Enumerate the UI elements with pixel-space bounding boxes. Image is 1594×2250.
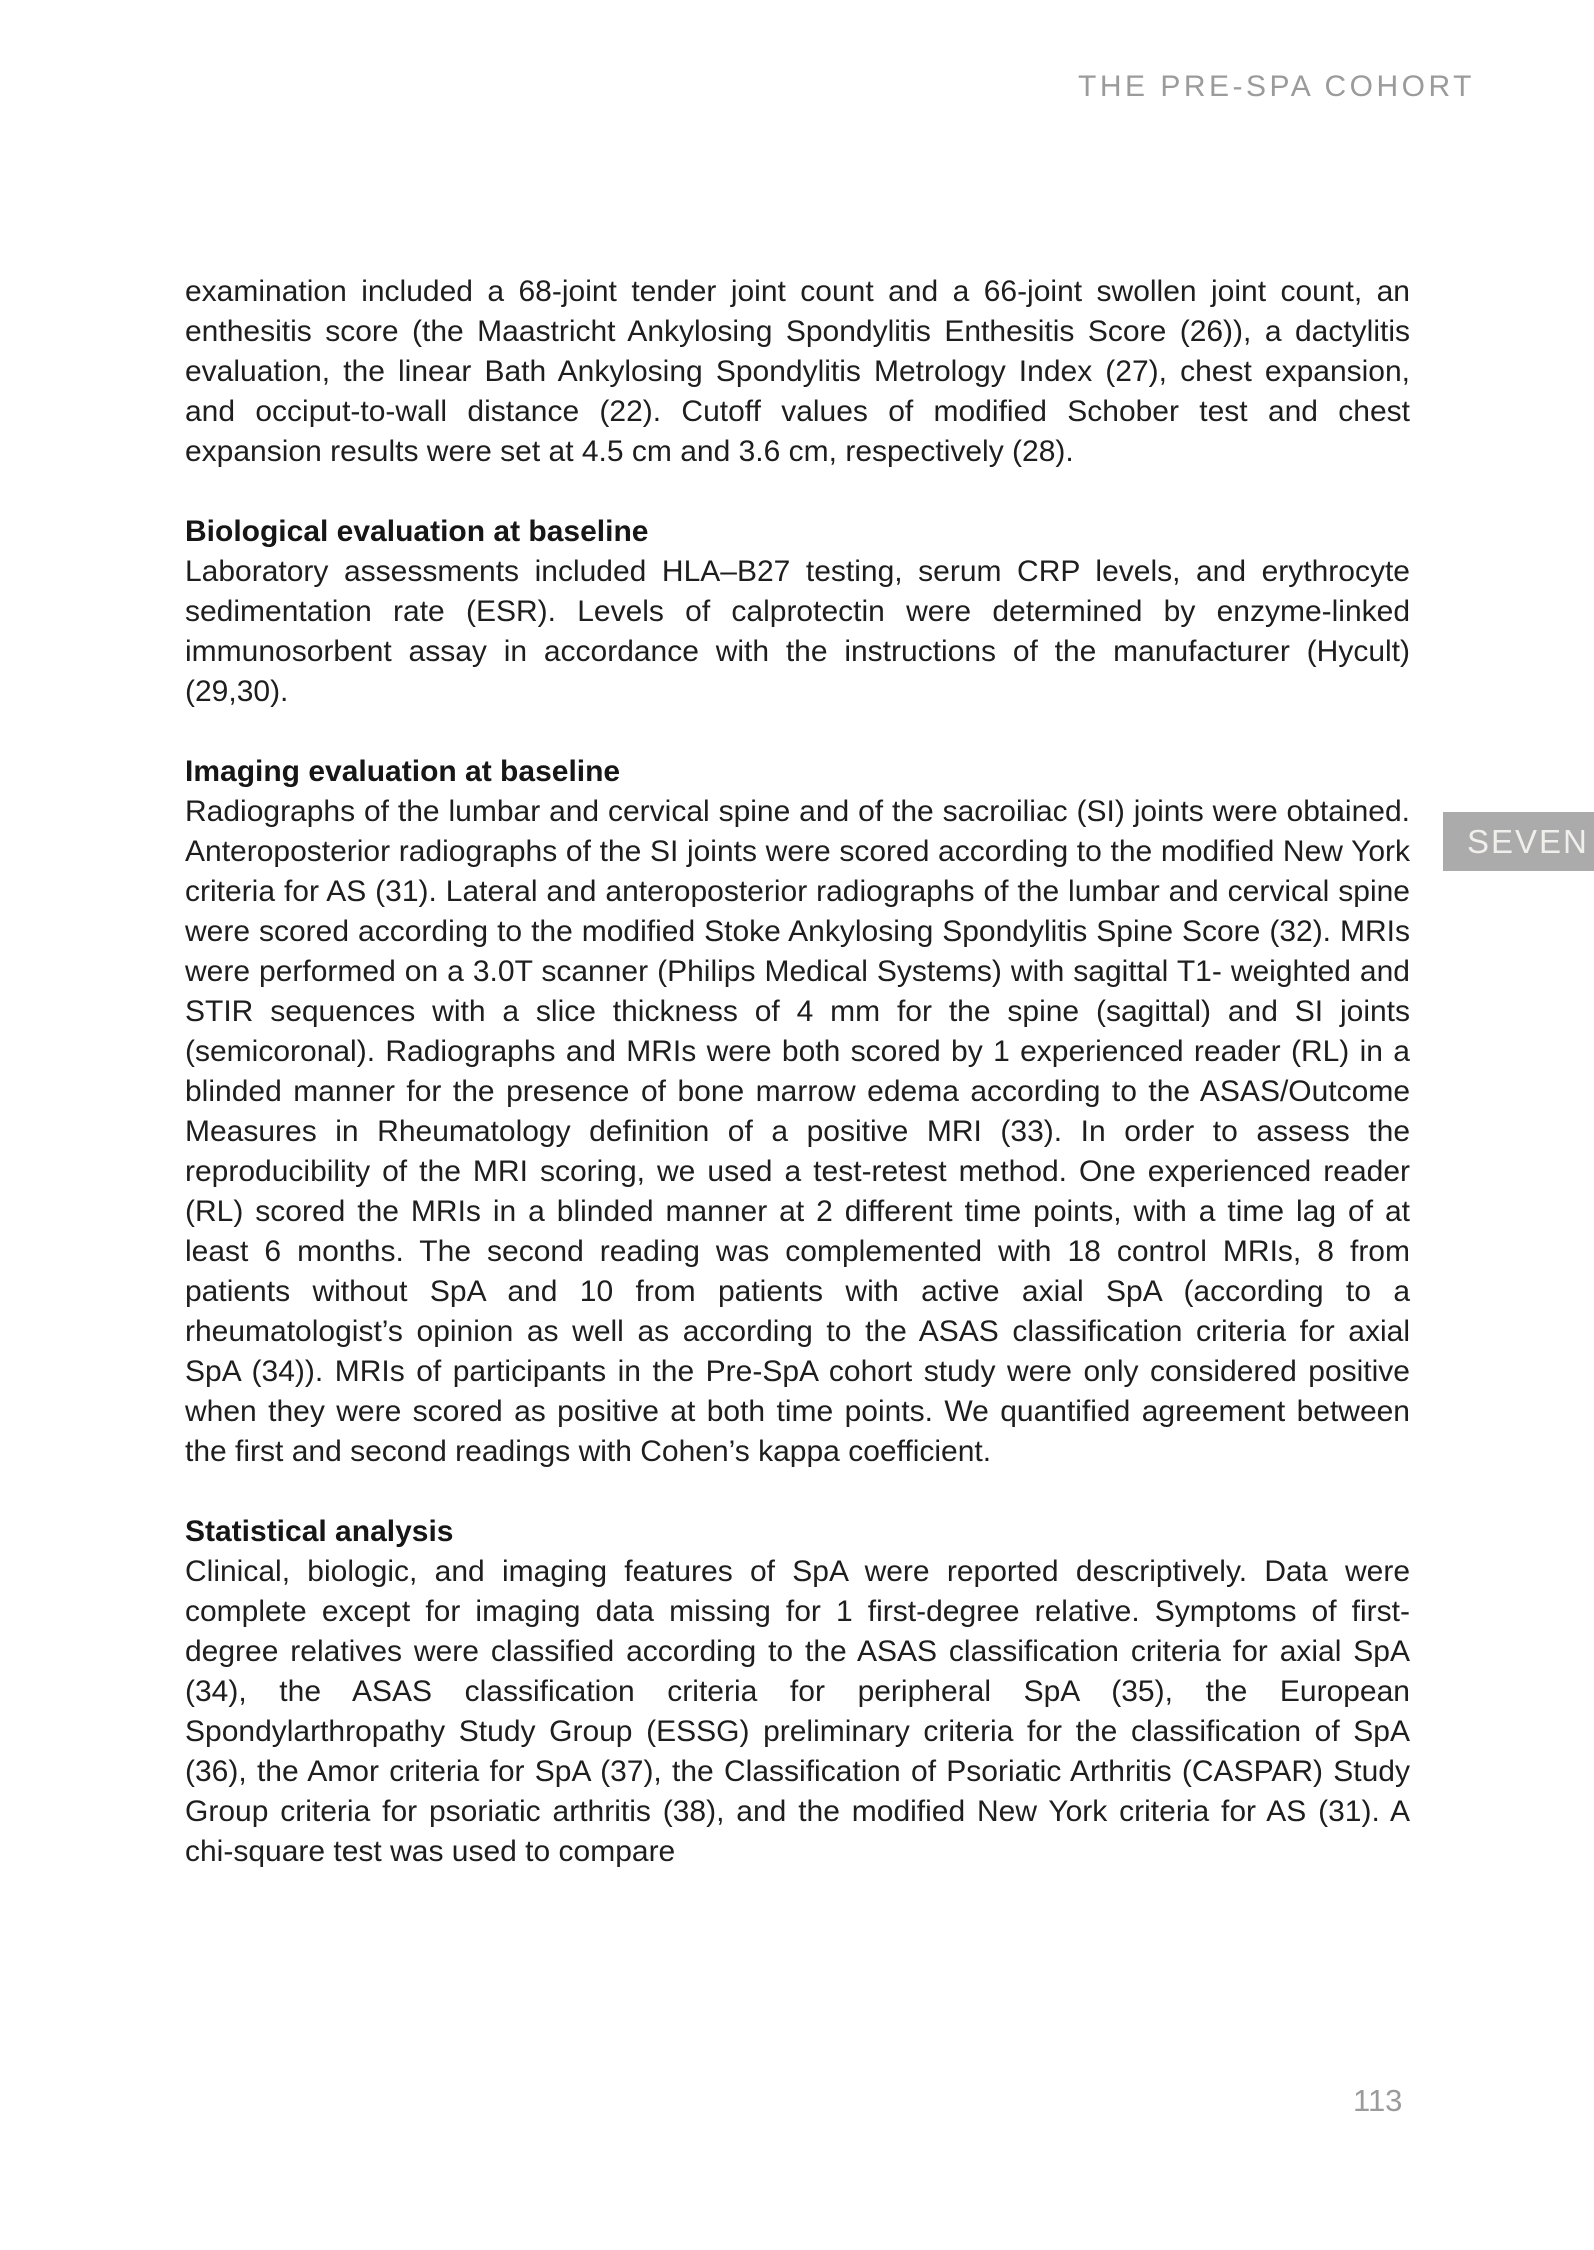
paragraph-biological-evaluation: Laboratory assessments included HLA–B27 testing, serum CRP levels, and erythrocyte sedimentation rate (ESR). Levels of calprotectin were determined by enzyme-linked immunosorbent assay in accordance with the instructions of the manufacturer (Hycult) (29,30). [185,555,1410,708]
heading-biological-evaluation: Biological evaluation at baseline [185,515,649,548]
paragraph-imaging-evaluation: Radiographs of the lumbar and cervical spine and of the sacroiliac (SI) joints were obtained. Anteroposterior radiographs of the SI joints were scored according to the modified New York criteria for AS (31). Lateral and anteroposterior radiographs of the lumbar and cervical spine were scored according to the modified Stoke Ankylosing Spondylitis Spine Score (32). MRIs were performed on a 3.0T scanner (Philips Medical Systems) with sagittal T1- weighted and STIR sequences with a slice thickness of 4 mm for the spine (sagittal) and SI joints (semicoronal). Radiographs and MRIs were both scored by 1 experienced reader (RL) in a blinded manner for the presence of bone marrow edema according to the ASAS/Outcome Measures in Rheumatology definition of a positive MRI (33). In order to assess the reproducibility of the MRI scoring, we used a test-retest method. One experienced reader (RL) scored the MRIs in a blinded manner at 2 different time points, with a time lag of at least 6 months. The second reading was complemented with 18 control MRIs, 8 from patients without SpA and 10 from patients with active axial SpA (according to a rheumatologist’s opinion as well as according to the ASAS classification criteria for axial SpA (34)). MRIs of participants in the Pre-SpA cohort study were only considered positive when they were scored as positive at both time points. We quantified agreement between the first and second readings with Cohen’s kappa coefficient. [185,795,1410,1468]
heading-imaging-evaluation: Imaging evaluation at baseline [185,755,621,788]
running-header: THE PRE-SPA COHORT [1078,70,1475,103]
paragraph-statistical-analysis: Clinical, biologic, and imaging features of SpA were reported descriptively. Data were complete except for imaging data missing for 1 first-degree relative. Symptoms of first-degree relatives were classified according to the ASAS classification criteria for axial SpA (34), the ASAS classification criteria for peripheral SpA (35), the European Spondylarthropathy Study Group (ESSG) preliminary criteria for the classification of SpA (36), the Amor criteria for SpA (37), the Classification of Psoriatic Arthritis (CASPAR) Study Group criteria for psoriatic arthritis (38), and the modified New York criteria for AS (31). A chi-square test was used to compare [185,1555,1410,1868]
paragraph-clinical-examination: examination included a 68-joint tender joint count and a 66-joint swollen joint count, an enthesitis score (the Maastricht Ankylosing Spondylitis Enthesitis Score (26)), a dactylitis evaluation, the linear Bath Ankylosing Spondylitis Metrology Index (27), chest expansion, and occiput-to-wall distance (22). Cutoff values of modified Schober test and chest expansion results were set at 4.5 cm and 3.6 cm, respectively (28). [185,275,1410,468]
page-number: 113 [1353,2083,1403,2118]
text-column [185,272,1410,1872]
chapter-tab-seven [1443,812,1594,871]
chapter-tab-label: SEVEN [1467,822,1589,860]
heading-statistical-analysis: Statistical analysis [185,1515,454,1548]
